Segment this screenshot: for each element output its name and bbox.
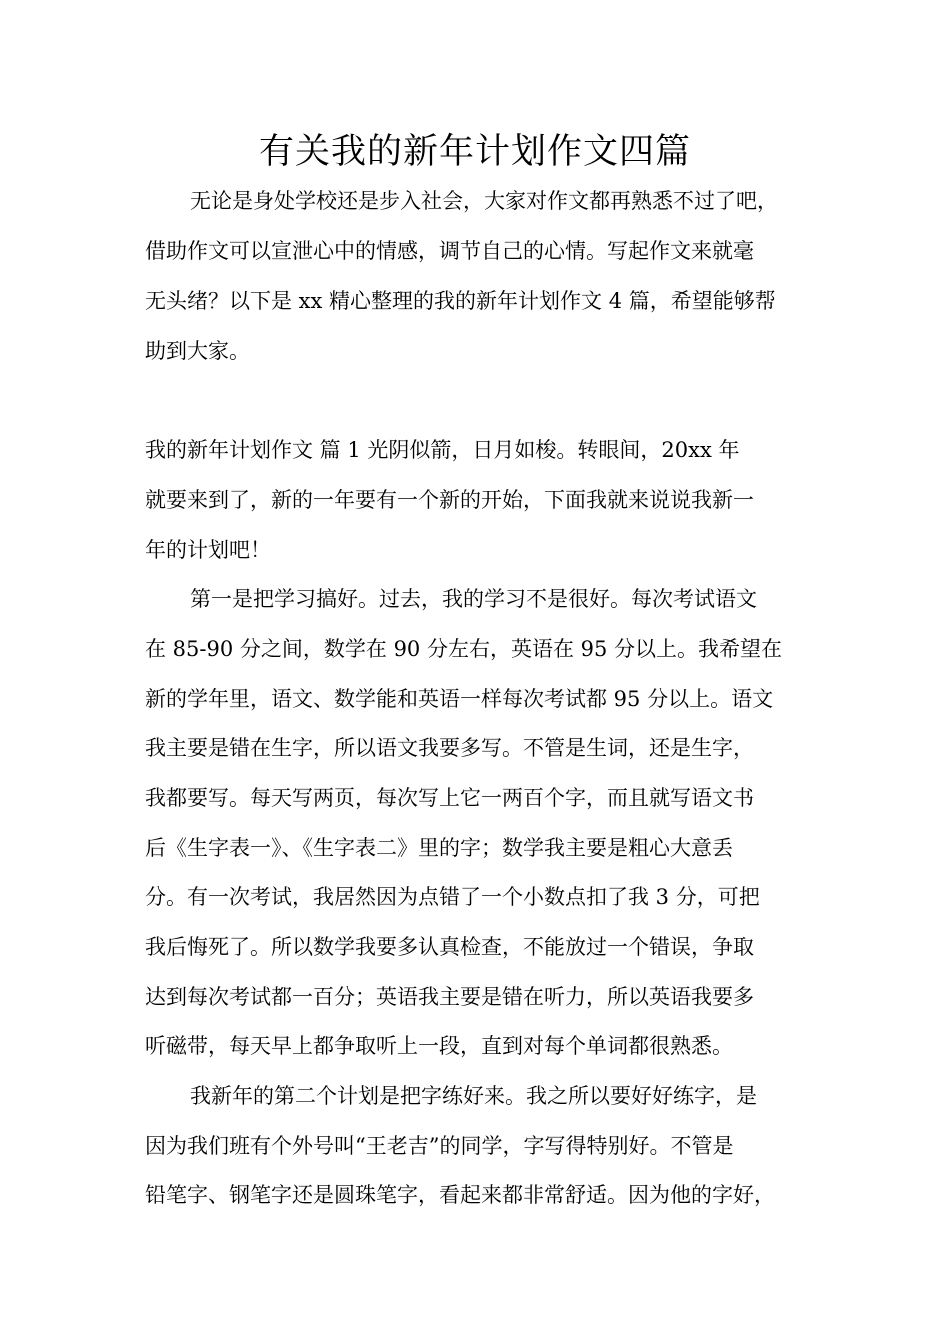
text-line: 因为我们班有个外号叫“王老吉”的同学，字写得特别好。不管是 bbox=[145, 1134, 734, 1158]
text-line: 我的新年计划作文 篇 1 光阴似箭，日月如梭。转眼间，20xx 年 bbox=[145, 438, 740, 462]
text-line: 我新年的第二个计划是把字练好来。我之所以要好好练字，是 bbox=[190, 1084, 757, 1108]
document-title: 有关我的新年计划作文四篇 bbox=[258, 132, 691, 172]
text-line: 我后悔死了。所以数学我要多认真检查，不能放过一个错误，争取 bbox=[145, 935, 754, 959]
text-line: 后《生字表一》、《生字表二》里的字；数学我主要是粗心大意丢 bbox=[145, 836, 733, 860]
text-line: 无论是身处学校还是步入社会，大家对作文都再熟悉不过了吧， bbox=[190, 189, 778, 213]
text-line: 铅笔字、钢笔字还是圆珠笔字，看起来都非常舒适。因为他的字好， bbox=[145, 1183, 775, 1207]
text-line: 年的计划吧！ bbox=[145, 538, 271, 562]
text-line: 分。有一次考试，我居然因为点错了一个小数点扣了我 3 分，可把 bbox=[145, 885, 760, 909]
text-line: 新的学年里，语文、数学能和英语一样每次考试都 95 分以上。语文 bbox=[145, 687, 774, 711]
text-line: 就要来到了，新的一年要有一个新的开始，下面我就来说说我新一 bbox=[145, 488, 754, 512]
text-line: 借助作文可以宣泄心中的情感，调节自己的心情。写起作文来就毫 bbox=[145, 239, 754, 263]
text-line: 第一是把学习搞好。过去，我的学习不是很好。每次考试语文 bbox=[190, 587, 757, 611]
text-line: 我主要是错在生字，所以语文我要多写。不管是生词，还是生字， bbox=[145, 736, 754, 760]
text-line: 无头绪？以下是 xx 精心整理的我的新年计划作文 4 篇，希望能够帮 bbox=[145, 289, 776, 313]
text-line: 听磁带，每天早上都争取听上一段，直到对每个单词都很熟悉。 bbox=[145, 1034, 733, 1058]
text-line: 助到大家。 bbox=[145, 339, 250, 363]
text-line: 达到每次考试都一百分；英语我主要是错在听力，所以英语我要多 bbox=[145, 985, 754, 1009]
text-line: 我都要写。每天写两页，每次写上它一两百个字，而且就写语文书 bbox=[145, 786, 754, 810]
text-line: 在 85-90 分之间，数学在 90 分左右，英语在 95 分以上。我希望在 bbox=[145, 637, 783, 661]
